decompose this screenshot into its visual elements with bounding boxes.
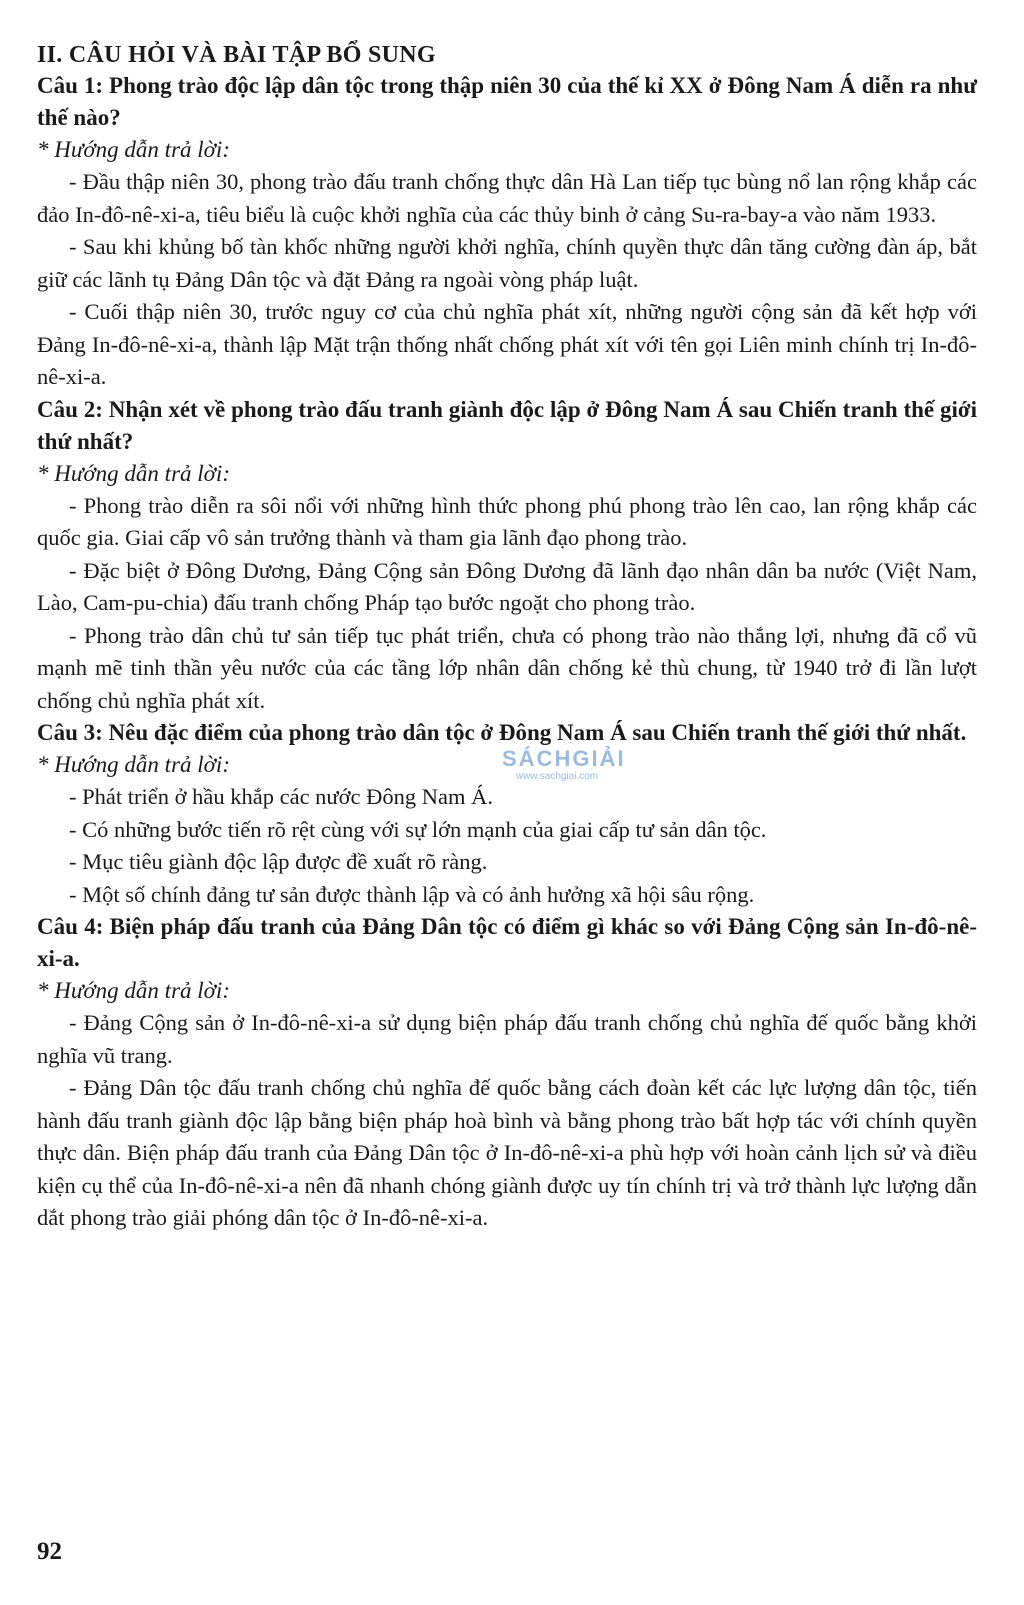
answer-guide-label: * Hướng dẫn trả lời: <box>37 752 230 777</box>
answer-paragraph: - Phát triển ở hầu khắp các nước Đông Nam Á. <box>69 784 493 809</box>
question-block-4 <box>37 911 977 1235</box>
answer-guide-label: * Hướng dẫn trả lời: <box>37 460 230 486</box>
answer-paragraph: - Mục tiêu giành độc lập được đề xuất rõ ràng. <box>69 849 488 874</box>
answer-paragraph: - Phong trào dân chủ tư sản tiếp tục phát triển, chưa có phong trào nào thắng lợi, nhưng đã cổ vũ mạnh mẽ tinh thần yêu nước của các tầng lớp nhân dân chống kẻ thù chung, từ 1940 trở đi lần lượt chống chủ nghĩa phát xít. <box>37 622 977 713</box>
answer-paragraph: - Có những bước tiến rõ rệt cùng với sự lớn mạnh của giai cấp tư sản dân tộc. <box>69 816 767 842</box>
answer-paragraph: - Đầu thập niên 30, phong trào đấu tranh chống thực dân Hà Lan tiếp tục bùng nổ lan rộng khắp các đảo In-đô-nê-xi-a, tiêu biểu là cuộc khởi nghĩa của các thủy binh ở cảng Su-ra-bay-a vào năm 1933. <box>37 169 977 227</box>
page-content <box>37 40 977 1235</box>
answer-paragraph: - Sau khi khủng bố tàn khốc những người khởi nghĩa, chính quyền thực dân tăng cường đàn áp, bắt giữ các lãnh tụ Đảng Dân tộc và đặt Đảng ra ngoài vòng pháp luật. <box>37 234 977 292</box>
answer-paragraph: - Một số chính đảng tư sản được thành lập và có ảnh hưởng xã hội sâu rộng. <box>69 881 755 907</box>
page-number: 92 <box>37 1538 62 1565</box>
question-block-1 <box>37 70 977 394</box>
answer-paragraph: - Cuối thập niên 30, trước nguy cơ của chủ nghĩa phát xít, những người cộng sản đã kết hợp với Đảng In-đô-nê-xi-a, thành lập Mặt trận thống nhất chống phát xít với tên gọi Liên minh chính trị In-đô-nê-xi-a. <box>37 299 977 389</box>
question-4: Câu 4: Biện pháp đấu tranh của Đảng Dân tộc có điểm gì khác so với Đảng Cộng sản In-đô-nê-xi-a. <box>37 914 977 971</box>
answer-paragraph: - Đặc biệt ở Đông Dương, Đảng Cộng sản Đông Dương đã lãnh đạo nhân dân ba nước (Việt Nam, Lào, Cam-pu-chia) đấu tranh chống Pháp tạo bước ngoặt cho phong trào. <box>37 557 977 615</box>
watermark-text: SÁCHGIẢI <box>502 746 626 771</box>
answer-guide-label: * Hướng dẫn trả lời: <box>37 137 230 162</box>
answer-paragraph: - Đảng Dân tộc đấu tranh chống chủ nghĩa đế quốc bằng cách đoàn kết các lực lượng dân tộc, tiến hành đấu tranh giành độc lập bằng biện pháp hoà bình và bằng phong trào bất hợp tác với chính quyền thực dân. Biện pháp đấu tranh của Đảng Dân tộc ở In-đô-nê-xi-a phù hợp với hoàn cảnh lịch sử và điều kiện cụ thể của In-đô-nê-xi-a nên đã nhanh chóng giành được uy tín chính trị và trở thành lực lượng dẫn dắt phong trào giải phóng dân tộc ở In-đô-nê-xi-a. <box>37 1075 977 1230</box>
question-block-2 <box>37 394 977 718</box>
question-2: Câu 2: Nhận xét về phong trào đấu tranh giành độc lập ở Đông Nam Á sau Chiến tranh thế giới thứ nhất? <box>37 396 977 454</box>
question-3: Câu 3: Nêu đặc điểm của phong trào dân tộc ở Đông Nam Á sau Chiến tranh thế giới thứ nhất. <box>37 720 967 745</box>
answer-paragraph: - Phong trào diễn ra sôi nổi với những hình thức phong phú phong trào lên cao, lan rộng khắp các quốc gia. Giai cấp vô sản trưởng thành và tham gia lãnh đạo phong trào. <box>37 492 977 550</box>
watermark-url: www.sachgiai.com <box>515 771 599 782</box>
answer-paragraph: - Đảng Cộng sản ở In-đô-nê-xi-a sử dụng biện pháp đấu tranh chống chủ nghĩa đế quốc bằng khởi nghĩa vũ trang. <box>37 1010 977 1068</box>
section-title: II. CÂU HỎI VÀ BÀI TẬP BỔ SUNG <box>37 42 436 68</box>
question-1: Câu 1: Phong trào độc lập dân tộc trong thập niên 30 của thế kỉ XX ở Đông Nam Á diễn ra như thế nào? <box>37 73 977 130</box>
answer-guide-label: * Hướng dẫn trả lời: <box>37 978 230 1003</box>
question-block-3 <box>37 717 977 911</box>
